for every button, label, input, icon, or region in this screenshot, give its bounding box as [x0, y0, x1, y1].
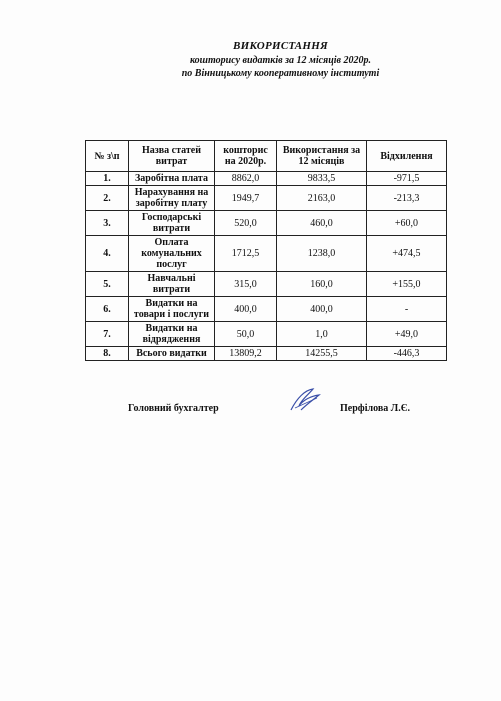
row-item-name: Господарські витрати: [129, 211, 215, 236]
row-used: 1,0: [277, 322, 367, 347]
document-title: ВИКОРИСТАННЯ: [232, 40, 329, 52]
table-row: [86, 211, 447, 236]
row-deviation: +60,0: [367, 211, 447, 236]
row-deviation: +49,0: [367, 322, 447, 347]
row-number: 1.: [86, 172, 129, 186]
chief-accountant-label: Головний бухгалтер: [128, 403, 219, 414]
header-used: Використання за 12 місяців: [277, 141, 367, 172]
table-row: [86, 186, 447, 211]
row-budget: 8862,0: [215, 172, 277, 186]
header-item-name: Назва статей витрат: [129, 141, 215, 172]
row-deviation: -213,3: [367, 186, 447, 211]
row-used: 400,0: [277, 297, 367, 322]
row-number: 2.: [86, 186, 129, 211]
row-used: 14255,5: [277, 347, 367, 361]
table-row: [86, 297, 447, 322]
row-budget: 1949,7: [215, 186, 277, 211]
row-number: 4.: [86, 236, 129, 272]
row-used: 1238,0: [277, 236, 367, 272]
table-row: [86, 272, 447, 297]
budget-table: [85, 140, 447, 361]
table-row: [86, 236, 447, 272]
row-deviation: -446,3: [367, 347, 447, 361]
row-deviation: +474,5: [367, 236, 447, 272]
table-row: [86, 322, 447, 347]
table-row: [86, 347, 447, 361]
row-budget: 315,0: [215, 272, 277, 297]
row-number: 3.: [86, 211, 129, 236]
header-number: № з\п: [86, 141, 129, 172]
row-number: 7.: [86, 322, 129, 347]
row-deviation: +155,0: [367, 272, 447, 297]
row-number: 6.: [86, 297, 129, 322]
row-used: 9833,5: [277, 172, 367, 186]
row-item-name: Оплата комунальних послуг: [129, 236, 215, 272]
row-used: 160,0: [277, 272, 367, 297]
row-item-name: Всього видатки: [129, 347, 215, 361]
table-row: [86, 172, 447, 186]
row-used: 460,0: [277, 211, 367, 236]
accountant-name: Перфілова Л.Є.: [340, 403, 410, 414]
row-item-name: Заробітна плата: [129, 172, 215, 186]
header-deviation: Відхилення: [367, 141, 447, 172]
row-budget: 520,0: [215, 211, 277, 236]
header-budget: кошторис на 2020р.: [215, 141, 277, 172]
row-budget: 400,0: [215, 297, 277, 322]
title-block: [0, 40, 501, 79]
row-deviation: -: [367, 297, 447, 322]
row-deviation: -971,5: [367, 172, 447, 186]
row-item-name: Нарахування на заробітну плату: [129, 186, 215, 211]
row-number: 5.: [86, 272, 129, 297]
row-budget: 1712,5: [215, 236, 277, 272]
row-used: 2163,0: [277, 186, 367, 211]
row-item-name: Видатки на товари і послуги: [129, 297, 215, 322]
document-subtitle-2: по Вінницькому кооперативному інституті: [181, 68, 380, 79]
row-item-name: Видатки на відрядження: [129, 322, 215, 347]
document-subtitle: кошторису видатків за 12 місяців 2020р.: [189, 55, 372, 66]
table-header-row: [86, 141, 447, 172]
row-item-name: Навчальні витрати: [129, 272, 215, 297]
row-number: 8.: [86, 347, 129, 361]
row-budget: 13809,2: [215, 347, 277, 361]
row-budget: 50,0: [215, 322, 277, 347]
handwritten-signature-icon: [287, 386, 323, 414]
